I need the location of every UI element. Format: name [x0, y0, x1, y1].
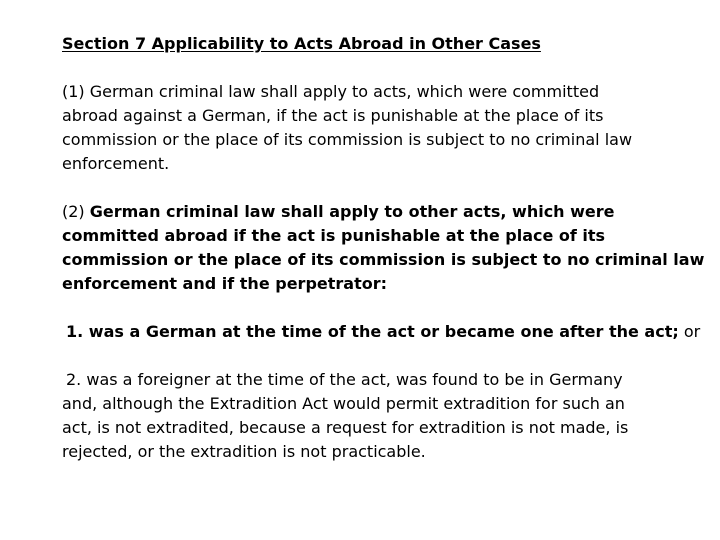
- paragraph-1-line: commission or the place of its commission is subject to no criminal law: [62, 130, 633, 149]
- list-item-2-line: 2. was a foreigner at the time of the act, was found to be in Germany: [66, 370, 623, 389]
- list-item-2-line: and, although the Extradition Act would permit extradition for such an: [62, 394, 625, 413]
- list-item-2-line: act, is not extradited, because a request for extradition is not made, is: [62, 418, 629, 437]
- list-item-1: [66, 320, 701, 344]
- list-item-2-line: rejected, or the extradition is not practicable.: [62, 442, 426, 461]
- list-item-1-suffix: or: [678, 322, 701, 341]
- section-heading: [62, 32, 662, 56]
- paragraph-2-line: commission or the place of its commission is subject to no criminal law: [62, 250, 705, 269]
- list-item-1-text: 1. was a German at the time of the act or became one after the act;: [66, 322, 679, 341]
- list-item-2: [62, 368, 662, 464]
- paragraph-2-line: German criminal law shall apply to other acts, which were: [89, 202, 615, 221]
- paragraph-2-line: enforcement and if the perpetrator:: [62, 274, 388, 293]
- section-heading-text: Section 7 Applicability to Acts Abroad in Other Cases: [62, 34, 541, 53]
- paragraph-2-line: committed abroad if the act is punishable at the place of its: [62, 226, 606, 245]
- paragraph-2-marker: (2): [62, 202, 90, 221]
- list-item-1-line: [66, 320, 701, 344]
- paragraph-1: [62, 80, 662, 176]
- paragraph-2: [62, 200, 705, 296]
- paragraph-1-line: (1) German criminal law shall apply to acts, which were committed: [62, 82, 600, 101]
- paragraph-1-line: enforcement.: [62, 154, 170, 173]
- paragraph-1-line: abroad against a German, if the act is punishable at the place of its: [62, 106, 604, 125]
- paragraph-2-first-line: [62, 200, 662, 224]
